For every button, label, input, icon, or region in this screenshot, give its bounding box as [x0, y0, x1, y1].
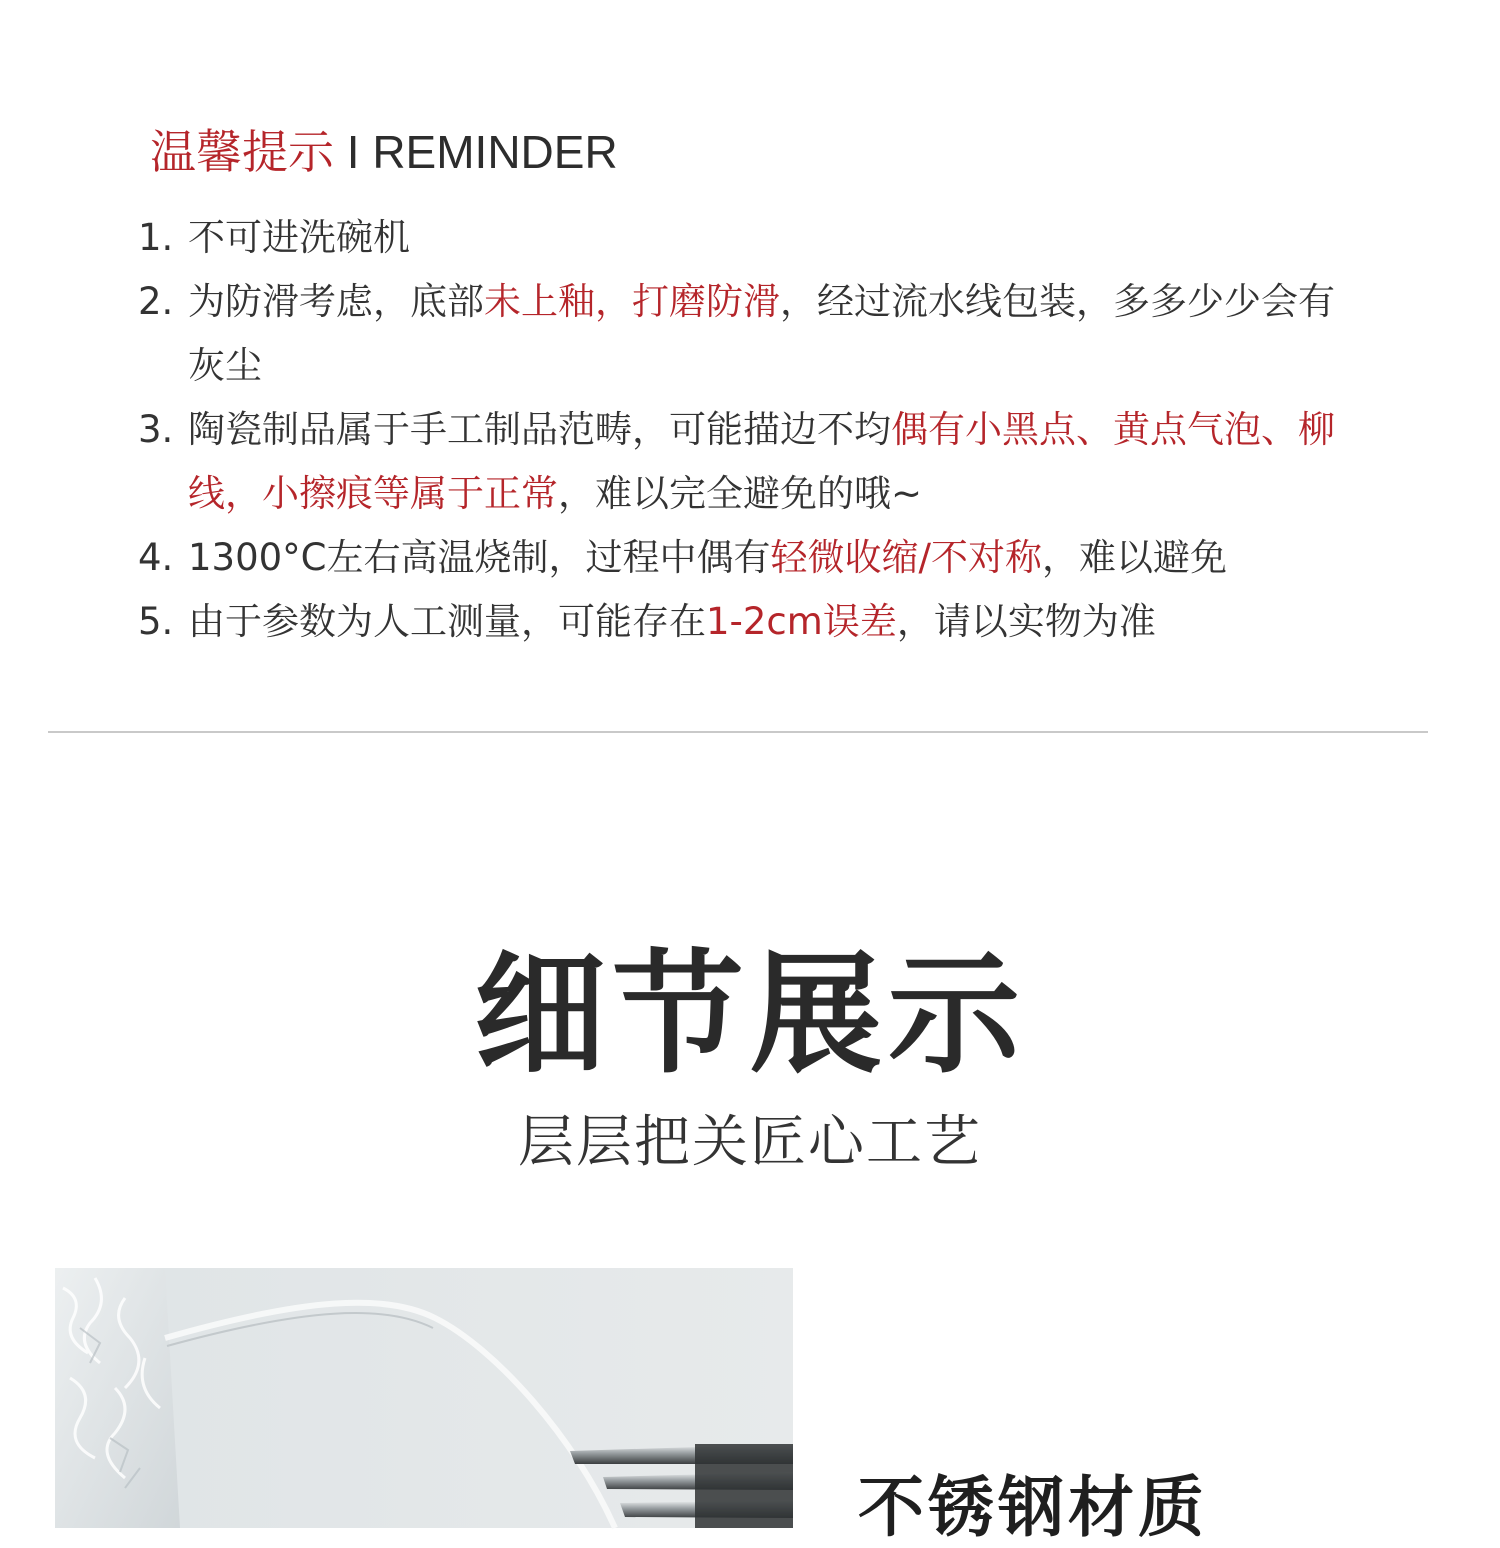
reminder-item-4	[138, 526, 1368, 590]
reminder-item-number: 2.	[138, 280, 174, 323]
reminder-item-3	[138, 398, 1368, 526]
reminder-item-text: 1300°C左右高温烧制，过程中偶有	[188, 536, 771, 579]
reminder-item-2	[138, 270, 1368, 398]
reminder-item-text: ，难以完全避免的哦~	[558, 472, 923, 515]
reminder-item-text: 为防滑考虑，底部	[188, 280, 484, 323]
reminder-item-text: 不可进洗碗机	[188, 216, 410, 259]
reminder-item-number: 3.	[138, 408, 174, 451]
reminder-heading	[150, 120, 1400, 184]
reminder-item-number: 5.	[138, 600, 174, 643]
reminder-heading-en: I REMINDER	[334, 126, 618, 178]
reminder-heading-cn: 温馨提示	[150, 125, 334, 179]
fork-photo-illustration	[55, 1268, 793, 1528]
reminder-item-text: ，请以实物为准	[896, 600, 1156, 643]
reminder-item-highlight: 1-2cm误差	[706, 600, 897, 643]
reminder-item-highlight: 偶有小黑点、黄点气泡、柳线，小擦痕等属于正常	[188, 408, 1335, 515]
product-photo-fork	[55, 1268, 793, 1528]
reminder-item-text: 陶瓷制品属于手工制品范畴，可能描边不均	[188, 408, 891, 451]
reminder-item-text: 由于参数为人工测量，可能存在	[188, 600, 706, 643]
reminder-item-5	[138, 590, 1368, 654]
reminder-list	[138, 206, 1368, 654]
reminder-item-number: 1.	[138, 216, 174, 259]
reminder-item-number: 4.	[138, 536, 174, 579]
reminder-item-text: ，经过流水线包装，多多少少会有灰尘	[188, 280, 1335, 387]
detail-section-title: 细节展示	[474, 938, 1026, 1092]
section-divider	[48, 731, 1428, 733]
reminder-item-text: ，难以避免	[1041, 536, 1227, 579]
detail-section-subtitle: 层层把关匠心工艺	[518, 1110, 982, 1175]
reminder-item-highlight: 轻微收缩/不对称	[770, 536, 1042, 579]
reminder-section	[138, 120, 1400, 643]
reminder-item-1	[138, 206, 1368, 270]
reminder-item-highlight: 未上釉，打磨防滑	[484, 280, 780, 323]
material-heading: 不锈钢材质	[858, 1469, 1208, 1546]
